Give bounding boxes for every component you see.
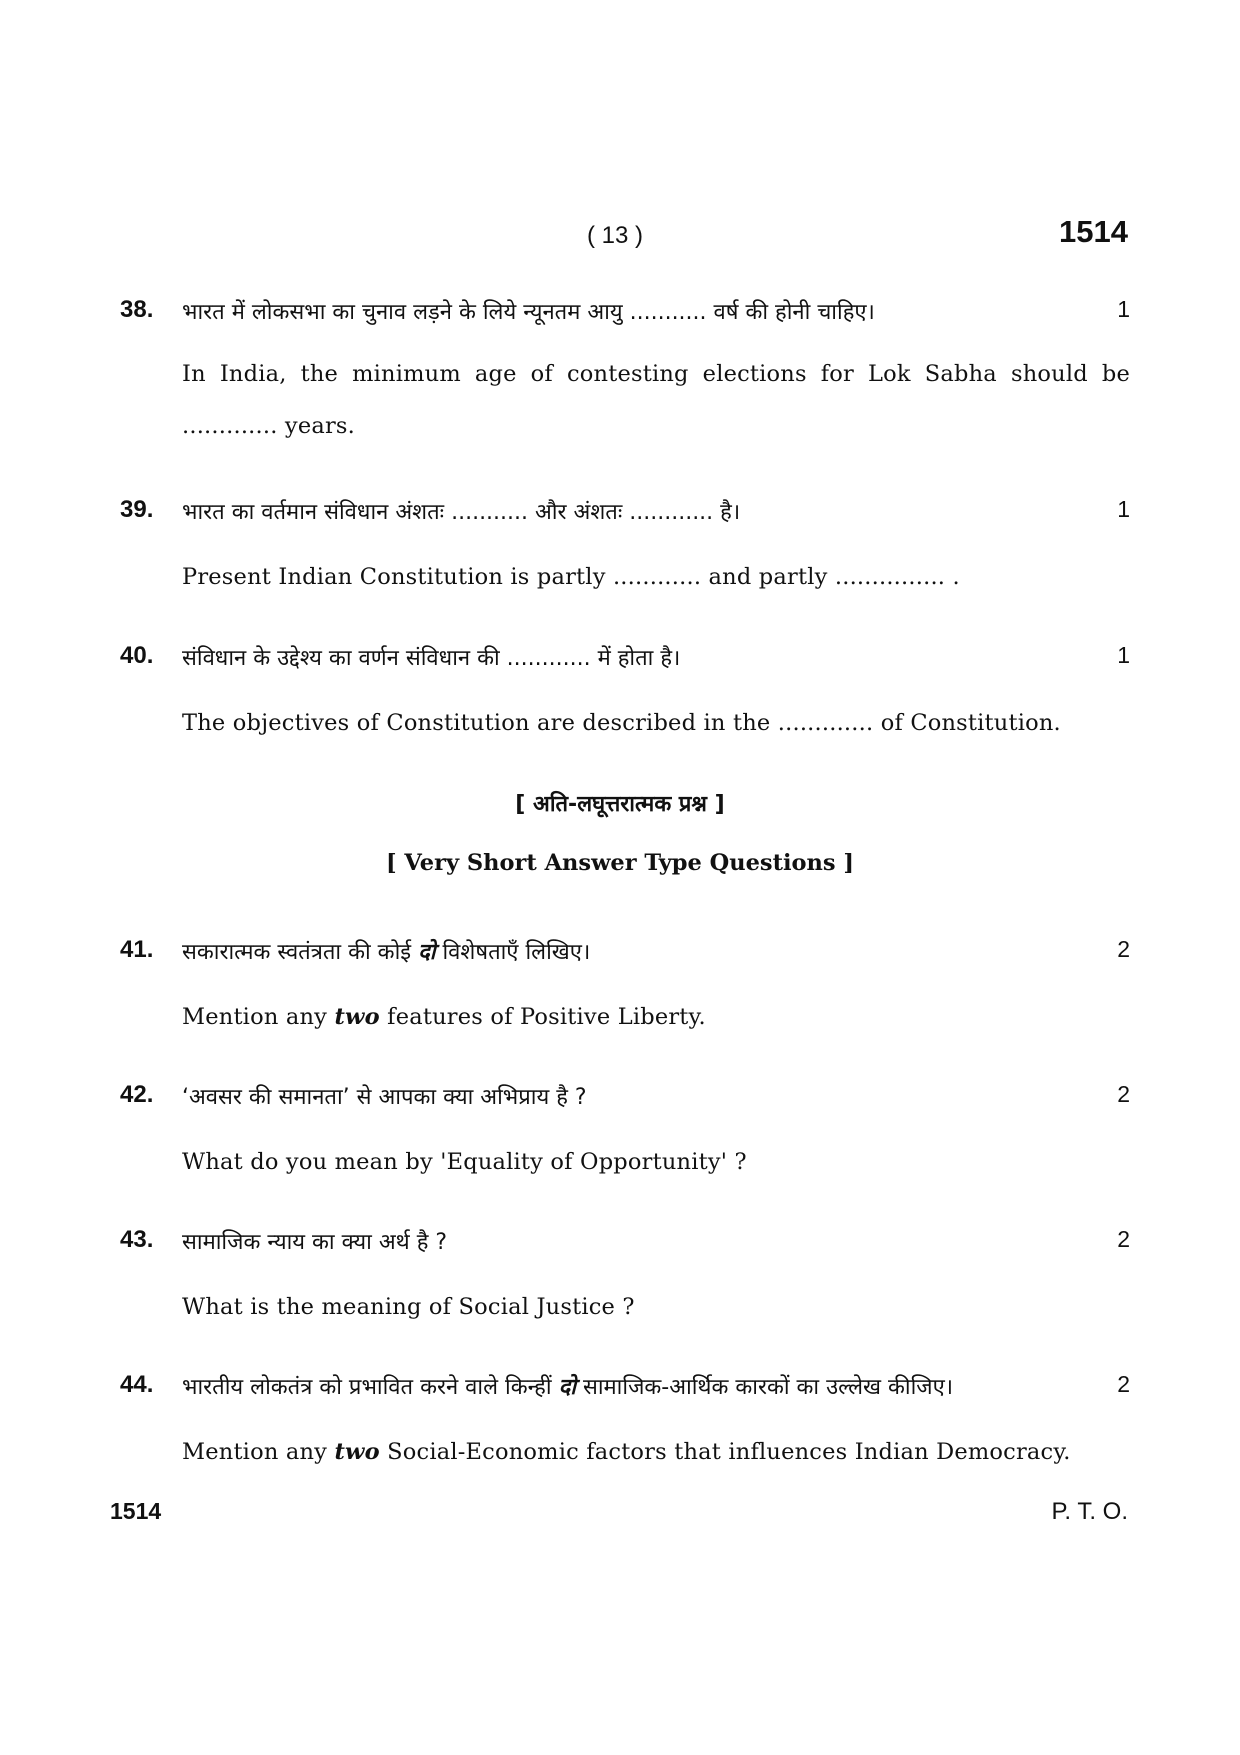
page-number: ( 13 ): [586, 222, 643, 249]
question-text-hindi: भारतीय लोकतंत्र को प्रभावित करने वाले किन्हीं दो सामाजिक-आर्थिक कारकों का उल्लेख कीजिए।: [182, 1375, 954, 1400]
question-text-english: Mention any two Social-Economic factors that influences Indian Democracy.: [182, 1439, 1071, 1465]
question-42: [120, 1081, 1130, 1175]
question-text-hindi: भारत का वर्तमान संविधान अंशतः ........... और अंशतः ............ है।: [182, 500, 741, 525]
question-marks: 2: [1117, 1371, 1130, 1397]
question-marks: 1: [1117, 496, 1130, 522]
question-number: 43.: [120, 1226, 154, 1253]
question-text-english: The objectives of Constitution are described in the ............. of Constitution.: [182, 710, 1061, 736]
section-title-english: [ Very Short Answer Type Questions ]: [385, 850, 855, 876]
question-number: 39.: [120, 496, 154, 523]
question-41: [120, 936, 1130, 1030]
question-number: 44.: [120, 1371, 154, 1398]
question-number: 42.: [120, 1081, 154, 1108]
question-text-english: [182, 348, 1130, 452]
paper-code-footer: 1514: [110, 1498, 162, 1524]
question-text-english: What do you mean by 'Equality of Opportunity' ?: [182, 1149, 747, 1175]
question-marks: 2: [1117, 1081, 1130, 1107]
english-line-1: In India, the minimum age of contesting elections for Lok Sabha should be: [182, 361, 1130, 387]
question-text-english: What is the meaning of Social Justice ?: [182, 1294, 635, 1320]
question-text-english: Mention any two features of Positive Liberty.: [182, 1004, 706, 1030]
question-number: 38.: [120, 296, 154, 323]
question-text-english: Present Indian Constitution is partly ............ and partly ............... .: [182, 564, 960, 590]
emphasis-two: two: [334, 1004, 380, 1030]
question-text-hindi: सकारात्मक स्वतंत्रता की कोई दो विशेषताएँ लिखिए।: [182, 940, 591, 965]
emphasis-two-hindi: दो: [558, 1375, 576, 1400]
question-text-hindi: संविधान के उद्देश्य का वर्णन संविधान की ............ में होता है।: [182, 646, 681, 671]
question-marks: 1: [1117, 296, 1130, 322]
question-number: 41.: [120, 936, 154, 963]
question-marks: 2: [1117, 936, 1130, 962]
emphasis-two-hindi: दो: [418, 940, 436, 965]
question-marks: 1: [1117, 642, 1130, 668]
question-text-hindi: भारत में लोकसभा का चुनाव लड़ने के लिये न्यूनतम आयु ........... वर्ष की होनी चाहिए।: [182, 300, 875, 325]
emphasis-two: two: [334, 1439, 380, 1465]
question-marks: 2: [1117, 1226, 1130, 1252]
paper-code-header: 1514: [1059, 214, 1128, 249]
question-43: [120, 1226, 1130, 1320]
question-39: [120, 496, 1130, 590]
question-40: [120, 642, 1130, 736]
question-text-hindi: ‘अवसर की समानता’ से आपका क्या अभिप्राय है ?: [182, 1085, 587, 1110]
please-turn-over: P. T. O.: [1051, 1498, 1128, 1525]
english-line-2: ............. years.: [182, 413, 356, 439]
question-44: [120, 1371, 1130, 1465]
section-title-hindi: [ अति-लघूत्तरात्मक प्रश्न ]: [515, 792, 725, 817]
question-number: 40.: [120, 642, 154, 669]
question-text-hindi: सामाजिक न्याय का क्या अर्थ है ?: [182, 1230, 448, 1255]
question-38: [120, 296, 1130, 439]
